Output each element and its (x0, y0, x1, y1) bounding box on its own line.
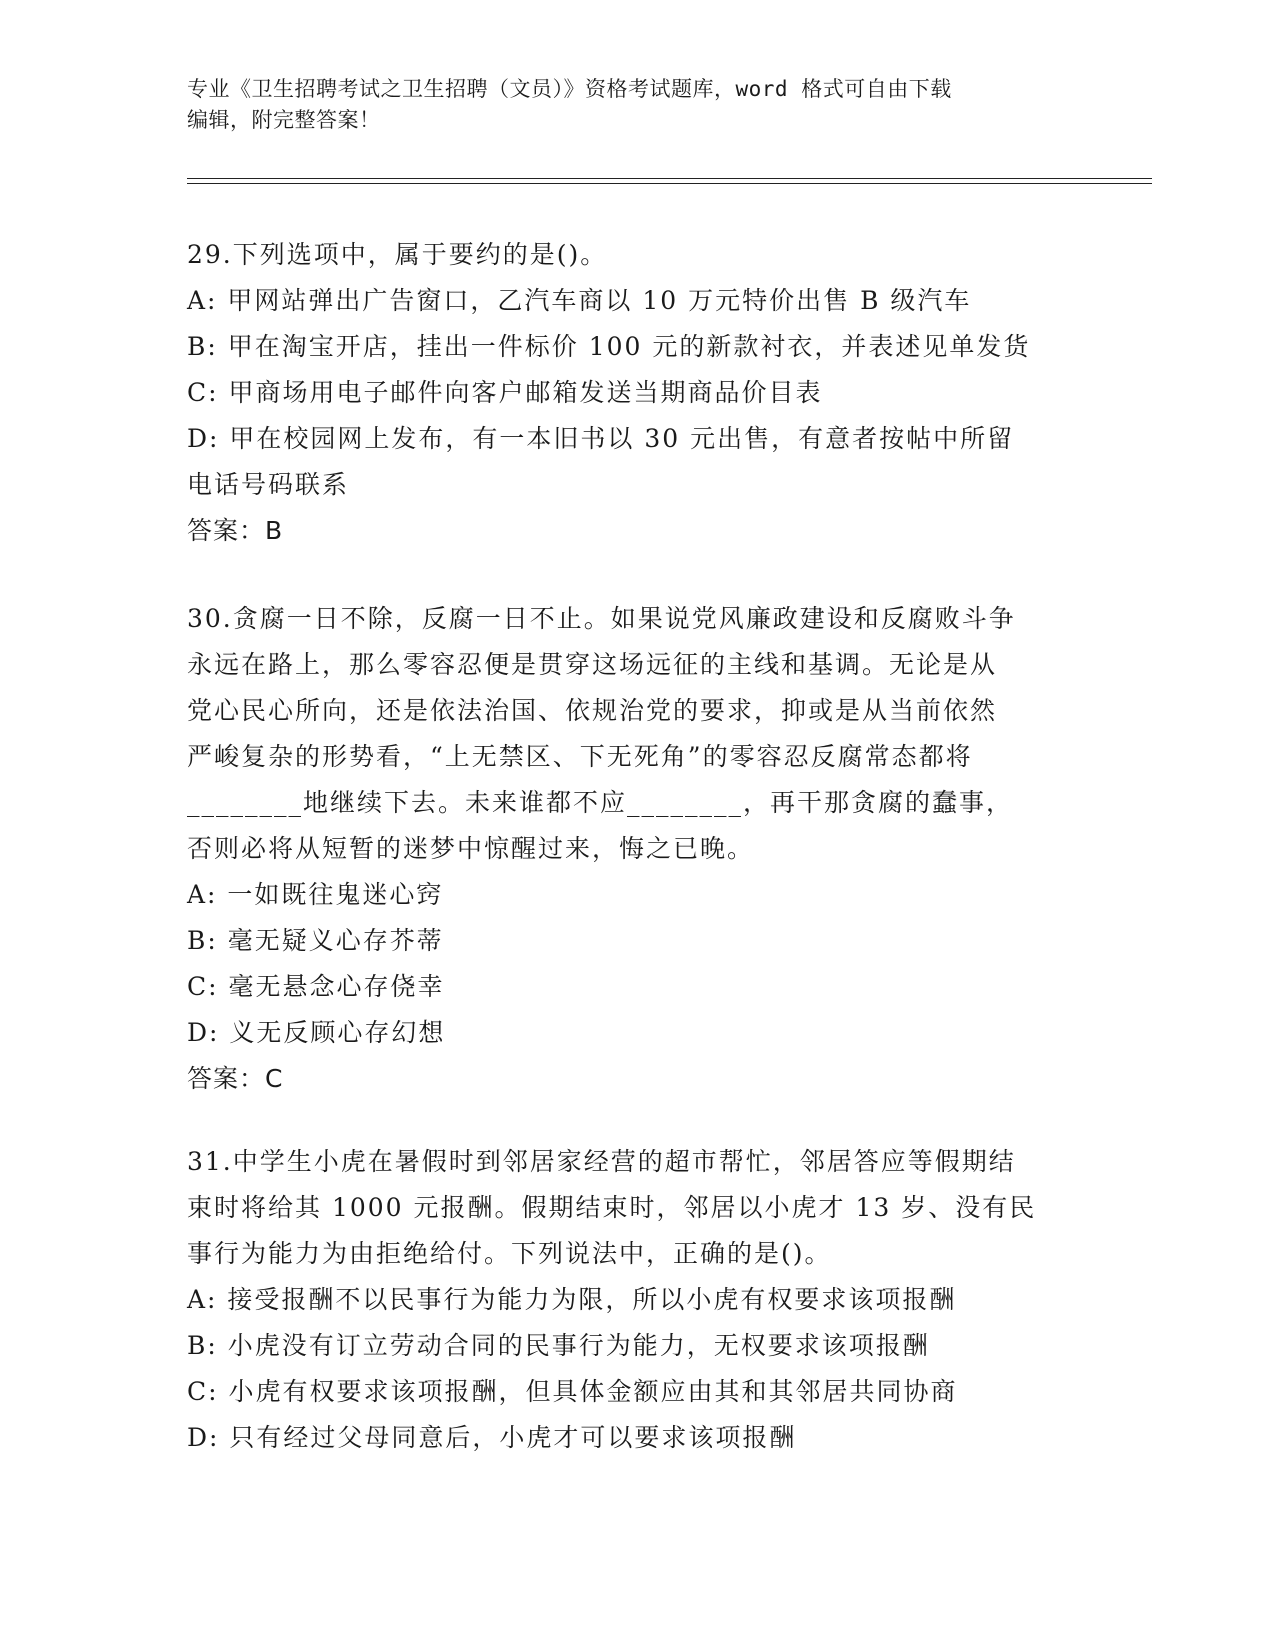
document-header (187, 74, 1067, 136)
option-c: C: 甲商场用电子邮件向客户邮箱发送当期商品价目表 (187, 378, 823, 407)
header-divider (187, 183, 1152, 184)
option-c: C: 毫无悬念心存侥幸 (187, 972, 445, 1001)
question-stem: 永远在路上，那么零容忍便是贯穿这场远征的主线和基调。无论是从 (187, 650, 998, 679)
option-d: D: 只有经过父母同意后，小虎才可以要求该项报酬 (187, 1423, 797, 1452)
question-stem: 事行为能力为由拒绝给付。下列说法中，正确的是()。 (187, 1239, 832, 1268)
question-stem: ________地继续下去。未来谁都不应________，再干那贪腐的蠢事， (187, 788, 1014, 817)
question-29 (187, 232, 1072, 554)
answer-line: 答案：B (187, 516, 284, 545)
question-30 (187, 596, 1072, 1102)
question-stem: 否则必将从短暂的迷梦中惊醒过来，悔之已晚。 (187, 834, 755, 863)
question-stem: 29.下列选项中，属于要约的是()。 (187, 240, 608, 269)
question-31 (187, 1139, 1072, 1461)
option-a: A: 接受报酬不以民事行为能力为限，所以小虎有权要求该项报酬 (187, 1285, 957, 1314)
question-stem: 严峻复杂的形势看，“上无禁区、下无死角”的零容忍反腐常态都将 (187, 742, 973, 771)
option-d: D: 甲在校园网上发布，有一本旧书以 30 元出售，有意者按帖中所留 (187, 424, 1015, 453)
question-stem: 31.中学生小虎在暑假时到邻居家经营的超市帮忙，邻居答应等假期结 (187, 1147, 1016, 1176)
option-a: A: 甲网站弹出广告窗口，乙汽车商以 10 万元特价出售 B 级汽车 (187, 286, 972, 315)
question-stem: 30.贪腐一日不除，反腐一日不止。如果说党风廉政建设和反腐败斗争 (187, 604, 1016, 633)
option-d: D: 义无反顾心存幻想 (187, 1018, 446, 1047)
question-stem: 党心民心所向，还是依法治国、依规治党的要求，抑或是从当前依然 (187, 696, 998, 725)
option-b: B: 毫无疑义心存芥蒂 (187, 926, 444, 955)
header-line: 专业《卫生招聘考试之卫生招聘（文员）》资格考试题库，word 格式可自由下载 (187, 77, 952, 101)
option-b: B: 小虎没有订立劳动合同的民事行为能力，无权要求该项报酬 (187, 1331, 930, 1360)
option-b: B: 甲在淘宝开店，挂出一件标价 100 元的新款衬衣，并表述见单发货 (187, 332, 1031, 361)
answer-line: 答案：C (187, 1064, 284, 1093)
option-c: C: 小虎有权要求该项报酬，但具体金额应由其和其邻居共同协商 (187, 1377, 958, 1406)
question-stem: 束时将给其 1000 元报酬。假期结束时，邻居以小虎才 13 岁、没有民 (187, 1193, 1037, 1222)
header-divider (187, 178, 1152, 179)
option-a: A: 一如既往鬼迷心窍 (187, 880, 444, 909)
option-d-continued: 电话号码联系 (187, 470, 350, 499)
header-line: 编辑，附完整答案！ (187, 108, 381, 132)
